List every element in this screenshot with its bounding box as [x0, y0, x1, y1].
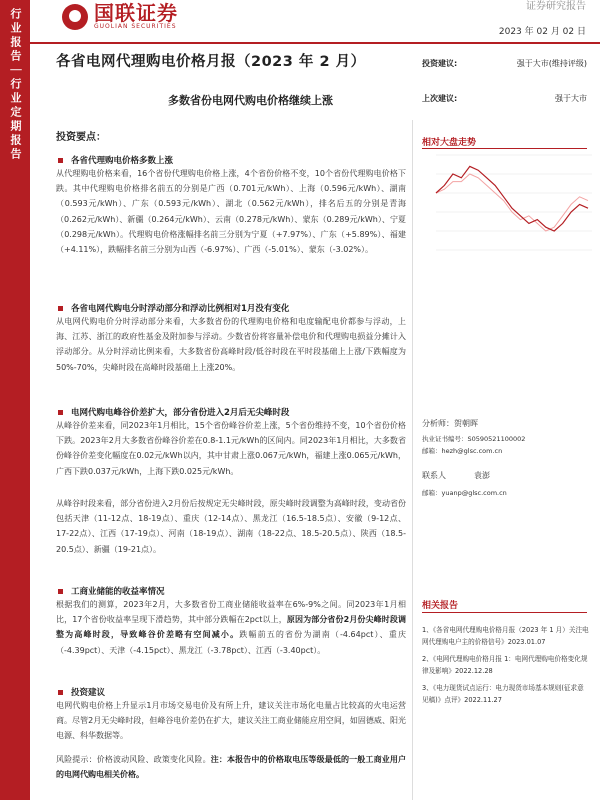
sidebar-text: 行业报告｜行业定期报告 — [9, 8, 22, 162]
related-reports-divider — [422, 612, 587, 613]
rating-block — [422, 58, 587, 128]
section-text: 从峰谷价差来看，同2023年1月相比，15个省份峰谷价差上涨，5个省份维持不变，10个省份价格下跌。2023年2月大多数省份峰谷价差在0.8-1.1元/kWh的区间内。同2023年1月相比，大多数省份峰谷价差变化幅度在0.02元/kWh以内，其中甘肃上涨0.067元/kWh，福建上涨0.065元/kWh，广西下跌0.037元/kWh，上海下跌0.025元/kWh。 — [56, 421, 406, 476]
analyst-email: 邮箱：hezh@glsc.com.cn — [422, 447, 503, 455]
related-reports-list — [422, 624, 590, 711]
logo — [62, 3, 178, 30]
section-text: 从电网代购电价分时浮动部分来看，大多数省份的代理购电价格和电度输配电价都参与浮动，上海、江苏、浙江的政府性基金及附加参与浮动。少数省份将容量补偿电价和代理购电损益分摊计入浮动部分。从分时浮动比例来看，大多数省份高峰时段/低谷时段在平时段基础上上涨/下跌幅度为50%-70%，尖峰时段在高峰时段基础上上涨20%。 — [56, 317, 406, 372]
column-divider — [412, 120, 413, 800]
chart-divider — [422, 148, 587, 149]
relative-performance-chart — [422, 150, 592, 258]
logo-icon — [62, 4, 88, 30]
risk-note: 风险提示：价格波动风险、政策变化风险。注：本报告中的价格取电压等级最低的一般工商业用户的电网代购电相关价格。 — [56, 755, 407, 780]
bullet-icon — [58, 589, 63, 594]
header-divider — [30, 42, 600, 44]
section-heading: 工商业储能的收益率情况 — [58, 585, 165, 597]
report-type: 证券研究报告 — [526, 1, 586, 12]
report-link[interactable]: 2、《电网代理购电价格月报 1：电网代理购电价格变化规律及影响》2022.12.28 — [422, 655, 588, 675]
logo-text: 国联证券 — [94, 1, 178, 25]
related-reports-title: 相关报告 — [422, 601, 459, 611]
chart-title: 相对大盘走势 — [422, 138, 477, 148]
report-link[interactable]: 3、《电力现货试点运行：电力现货市场基本规则(征求意见稿)》点评》2022.11.27 — [422, 684, 584, 704]
series-line-a — [436, 166, 588, 231]
section-text: 从代理购电价格来看，16个省份代理购电价格上涨，4个省份价格不变，10个省份代理购电价格下跌。其中代理购电价格排名前五的分别是广西（0.701元/kWh）、上海（0.596元/kWh）、湖南（0.593元/kWh）、广东（0.593元/kWh）、湖北（0.562元/kWh），排名后五的分别是青海（0.262元/kWh）、新疆（0.264元/kWh）、云南（0.278元/kWh）、蒙东（0.289元/kWh）、宁夏（0.298元/kWh）。代理购电价格涨幅排名前三分别为宁夏（+7.97%）、广东（+5.89%）、福建（+4.11%），跌幅排名前三分别为山西（-6.97%）、广西（-5.01%）、蒙东（-3.02%）。 — [56, 169, 406, 255]
section-heading: 投资建议 — [58, 686, 105, 698]
analyst-license: 执业证书编号：S0590521100002 — [422, 435, 526, 443]
prev-rating-label: 上次建议: — [422, 94, 458, 103]
series-line-b — [436, 174, 588, 231]
rating-label: 投资建议: — [422, 59, 458, 68]
section-text: 电网代购电价格上升显示1月市场交易电价及有所上升，建议关注市场化电量占比较高的火电运营商。尽管2月无尖峰时段，但峰谷电价差仍在扩大，建议关注工商业储能应用空间，如固德威、阳光电源、科华数据等。 — [56, 701, 406, 741]
sidebar — [0, 0, 30, 800]
section-text: 根据我们的测算，2023年2月，大多数省份工商业储能收益率在6%-9%之间。同2023年1月相比，17个省份收益率呈现下滑趋势，其中部分跌幅在2pct以上，原因为部分省份2月份尖峰时段调整为高峰时段，导致峰谷价差略有空间减小。跌幅前五的省份为湖南（-4.64pct）、重庆（-4.39pct）、天津（-4.15pct）、黑龙江（-3.78pct）、江西（-3.40pct）。 — [56, 600, 406, 655]
bullet-icon — [58, 306, 63, 311]
section-heading: 各省代理购电价格多数上涨 — [58, 154, 173, 166]
key-points-title: 投资要点： — [56, 132, 106, 143]
page-subtitle: 多数省份电网代购电价格继续上涨 — [168, 94, 333, 107]
logo-subtext: GUOLIAN SECURITIES — [94, 23, 177, 30]
contact-row: 联系人 袁澎 — [422, 471, 490, 480]
report-date: 2023 年 02 月 02 日 — [498, 27, 586, 37]
analyst-label: 分析师：贺朝晖 — [422, 419, 478, 428]
contact-email: 邮箱：yuanp@glsc.com.cn — [422, 489, 507, 497]
rating-value: 强于大市(维持评级) — [516, 59, 587, 68]
bullet-icon — [58, 158, 63, 163]
bullet-icon — [58, 410, 63, 415]
section-heading: 各省电网代购电分时浮动部分和浮动比例相对1月没有变化 — [58, 302, 289, 314]
prev-rating-value: 强于大市 — [555, 94, 587, 103]
section-heading: 电网代购电峰谷价差扩大，部分省份进入2月后无尖峰时段 — [58, 406, 289, 418]
bullet-icon — [58, 690, 63, 695]
page-title: 各省电网代理购电价格月报（2023 年 2 月） — [56, 54, 366, 70]
report-link[interactable]: 1、《各省电网代理购电价格月报（2023 年 1 月）关注电网代理购电户主的价格信号》2023.01.07 — [422, 626, 589, 646]
section-text: 从峰谷时段来看，部分省份进入2月份后按规定无尖峰时段，原尖峰时段调整为高峰时段，变动省份包括天津（11-12点、18-19点）、重庆（12-14点）、黑龙江（16.5-18.5点）、安徽（9-12点、17-22点）、江西（17-19点）、河南（18-19点）、湖南（18-22点、18.5-20.5点）、陕西（18.5-20.5点）、新疆（19-21点）。 — [56, 499, 406, 554]
